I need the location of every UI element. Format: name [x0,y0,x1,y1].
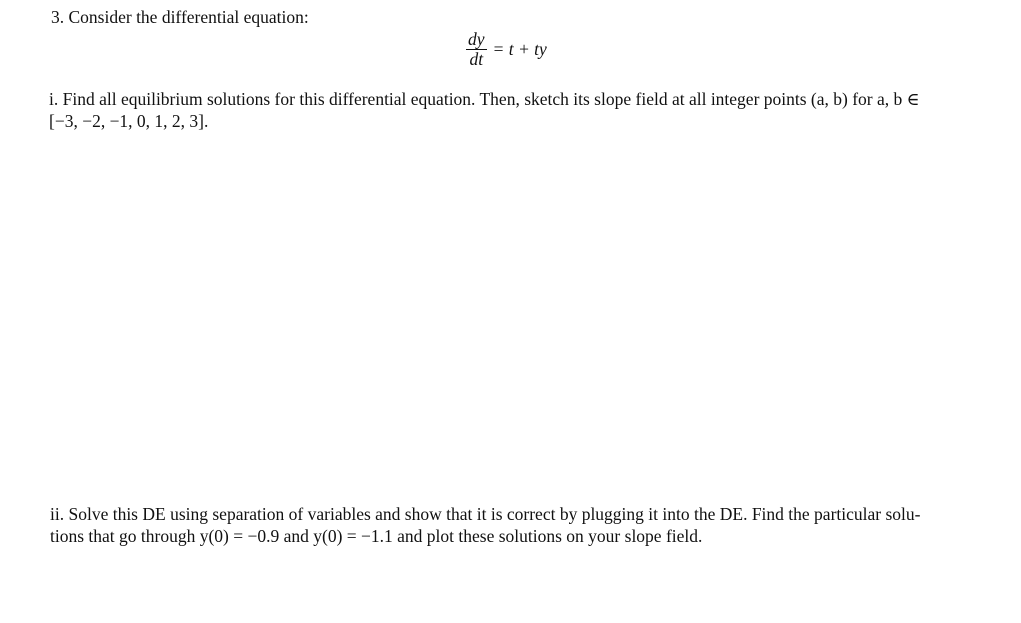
derivative-fraction [466,30,487,69]
part-ii-line-2: tions that go through y(0) = −0.9 and y(0) = −1.1 and plot these solutions on your slope field. [50,526,703,546]
fraction-numerator: dy [468,28,485,49]
fraction-denominator: dt [469,48,484,69]
equation-right-side: = t + ty [492,38,547,59]
differential-equation [466,27,547,71]
part-ii-line-1: ii. Solve this DE using separation of variables and show that it is correct by plugging it into the DE. Find the particular solu- [50,504,921,524]
part-i-line-2: [−3, −2, −1, 0, 1, 2, 3]. [49,111,209,131]
part-i-line-1: i. Find all equilibrium solutions for this differential equation. Then, sketch its slope field at all integer points (a, b) for a, b ∈ [49,89,920,109]
problem-heading: 3. Consider the differential equation: [51,7,309,27]
